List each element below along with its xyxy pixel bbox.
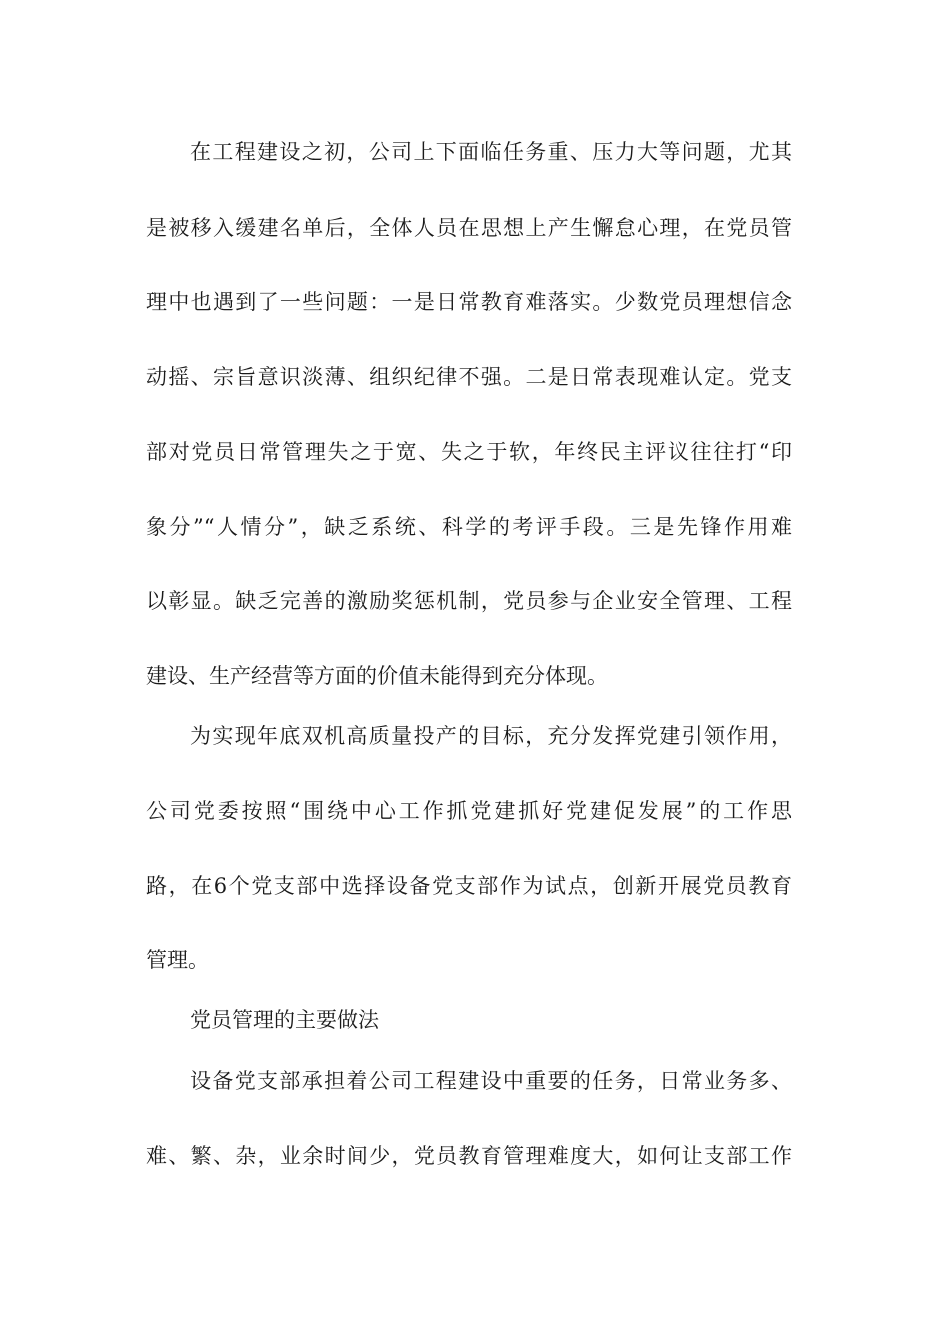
paragraph-1-line-1: 在工程建设之初，公司上下面临任务重、压力大等问题，尤其: [190, 140, 792, 164]
paragraph-1-line-5: 部对党员日常管理失之于宽、失之于软，年终民主评议往往打“印: [146, 440, 792, 464]
section-heading: 党员管理的主要做法: [190, 1008, 379, 1032]
paragraph-1-line-7: 以彰显。缺乏完善的激励奖惩机制，党员参与企业安全管理、工程: [146, 589, 792, 613]
paragraph-1-line-2: 是被移入缓建名单后，全体人员在思想上产生懈怠心理，在党员管: [146, 216, 792, 240]
paragraph-2-line-1: 为实现年底双机高质量投产的目标，充分发挥党建引领作用，: [190, 724, 792, 748]
paragraph-1-line-4: 动摇、宗旨意识淡薄、组织纪律不强。二是日常表现难认定。党支: [146, 365, 792, 389]
paragraph-3-line-2: 难、繁、杂，业余时间少，党员教育管理难度大，如何让支部工作: [146, 1144, 792, 1168]
paragraph-3-line-1: 设备党支部承担着公司工程建设中重要的任务，日常业务多、: [190, 1069, 792, 1093]
paragraph-1-line-8: 建设、生产经营等方面的价值未能得到充分体现。: [146, 664, 608, 688]
paragraph-1-line-3: 理中也遇到了一些问题：一是日常教育难落实。少数党员理想信念: [146, 290, 792, 314]
paragraph-2-line-2: 公司党委按照“围绕中心工作抓党建抓好党建促发展”的工作思: [146, 799, 792, 823]
paragraph-2-line-3: 路，在6个党支部中选择设备党支部作为试点，创新开展党员教育: [146, 874, 792, 898]
paragraph-2-line-4: 管理。: [146, 948, 209, 972]
paragraph-1-line-6: 象分”“人情分”，缺乏系统、科学的考评手段。三是先锋作用难: [146, 515, 792, 539]
